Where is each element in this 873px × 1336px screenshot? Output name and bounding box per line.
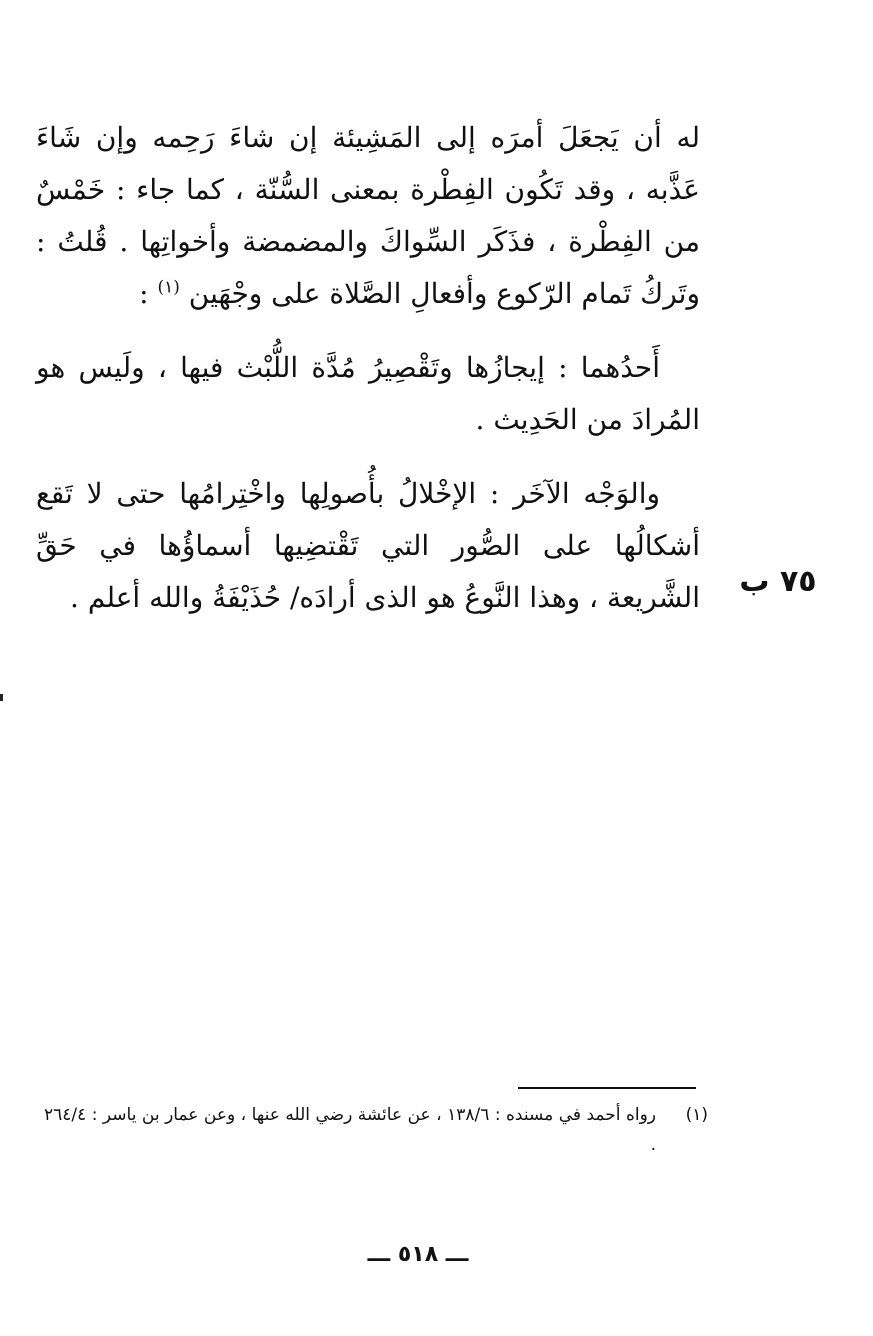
paragraph-1 bbox=[36, 112, 700, 320]
paragraph-1-tail: : bbox=[139, 277, 158, 310]
footnotes-section bbox=[44, 1100, 708, 1160]
paragraph-3 bbox=[36, 468, 700, 624]
paragraph-3-text: والوَجْه الآخَر : الإخْلالُ بأُصولِها واخْتِرامُها حتى لا تَقع أشكالُها على الصُّور التي تَقْتضِيها أسماؤُها في حَقِّ الشَّريعة ، وهذا النَّوعُ هو الذى أرادَه/ حُذَيْفَةُ والله أعلم . bbox=[36, 477, 700, 614]
footnote-number: (١) bbox=[685, 1105, 708, 1125]
scan-edge-mark bbox=[0, 694, 3, 701]
page-number bbox=[0, 1240, 836, 1270]
footnote-divider bbox=[518, 1087, 696, 1089]
paragraph-1-text: له أن يَجعَلَ أمرَه إلى المَشِيئة إن شاءَ رَحِمه وإن شَاءَ عَذَّبه ، وقد تَكُون الفِطْرة بمعنى السُّنّة ، كما جاء : خَمْسٌ من الفِطْرة ، فذَكَر السِّواكَ والمضمضة وأخواتِها . قُلتُ : وتَركُ تَمام الرّكوع وأفعالِ الصَّلاة على وجْهَين bbox=[36, 121, 700, 310]
page-number-text: ـــ ٥١٨ ـــ bbox=[367, 1242, 469, 1267]
paragraph-2 bbox=[36, 342, 700, 446]
paragraph-2-text: أَحدُهما : إيجازُها وتَقْصِيرُ مُدَّة اللُّبْث فيها ، ولَيس هو المُرادَ من الحَدِيث . bbox=[36, 351, 700, 436]
footnote bbox=[44, 1100, 708, 1160]
footnote-reference: (١) bbox=[157, 277, 180, 298]
manuscript-folio-marker: ٧٥ ب bbox=[739, 564, 817, 599]
main-text bbox=[36, 112, 700, 624]
footnote-text: رواه أحمد في مسنده : ١٣٨/٦ ، عن عائشة رضي الله عنها ، وعن عمار بن ياسر : ٢٦٤/٤ . bbox=[44, 1105, 656, 1155]
